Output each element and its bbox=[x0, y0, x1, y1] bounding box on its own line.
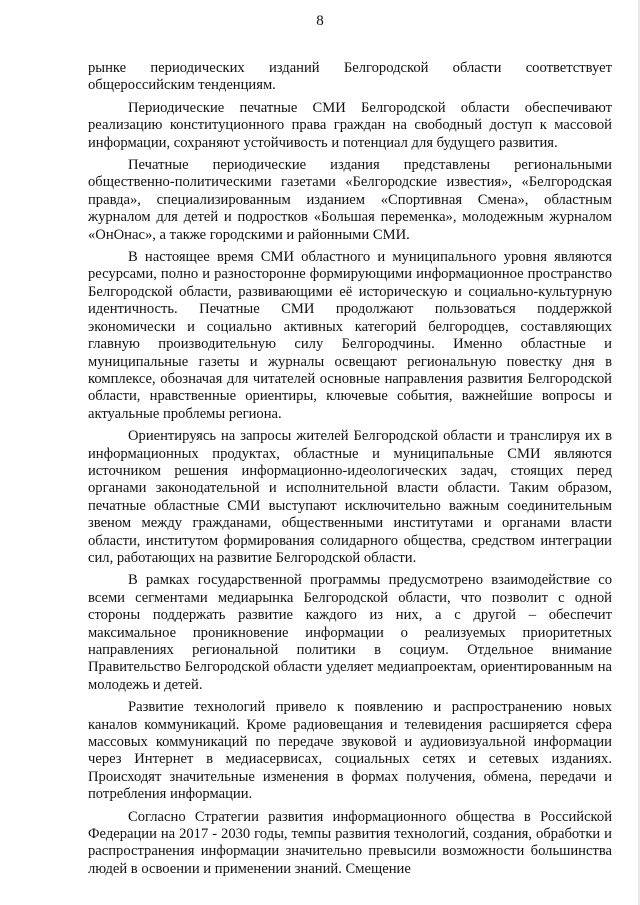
paragraph-2: Периодические печатные СМИ Белгородской области обеспечивают реализацию конституционного права граждан на свободный доступ к массовой информации, сохраняют устойчивость и потенциал для будущего развития. bbox=[88, 99, 612, 151]
paragraph-8: Согласно Стратегии развития информационного общества в Российской Федерации на 2017 - 2030 годы, темпы развития технологий, создания, обработки и распространения информации значительно превысили возможности большинства людей в освоении и применении знаний. Смещение bbox=[88, 808, 612, 877]
paragraph-4: В настоящее время СМИ областного и муниципального уровня являются ресурсами, полно и разносторонне формирующими информационное пространство Белгородской области, развивающими её историческую и социально-культурную идентичность. Печатные СМИ продолжают пользоваться поддержкой экономически и социально активных категорий белгородцев, составляющих главную производительную силу Белгородчины. Именно областные и муниципальные газеты и журналы освещают региональную повестку дня в комплексе, обозначая для читателей основные направления развития Белгородской области, нравственные ориентиры, ключевые события, важнейшие вопросы и актуальные проблемы региона. bbox=[88, 249, 612, 422]
paragraph-1: рынке периодических изданий Белгородской области соответствует общероссийским тенденциям. bbox=[88, 60, 612, 94]
paragraph-5: Ориентируясь на запросы жителей Белгородской области и транслируя их в информационных продуктах, областные и муниципальные СМИ являются источником решения информационно-идеологических задач, стоящих перед органами законодательной и исполнительной власти области. Таким образом, печатные областные СМИ выступают исключительно важным соединительным звеном между гражданами, общественными институтами и органами власти области, институтом формирования солидарного общества, средством интеграции сил, работающих на развитие Белгородской области. bbox=[88, 428, 612, 566]
paragraph-3: Печатные периодические издания представлены региональными общественно-политическими газетами «Белгородские известия», «Белгородская правда», специализированным изданием «Спортивная Смена», областным журналом для детей и подростков «Большая переменка», молодежным журналом «ОнОнас», а также городскими и районными СМИ. bbox=[88, 157, 612, 243]
page-number: 8 bbox=[316, 13, 324, 29]
document-body bbox=[88, 60, 612, 883]
paragraph-7: Развитие технологий привело к появлению и распространению новых каналов коммуникаций. Кроме радиовещания и телевидения расширяется сфера массовых коммуникаций по передаче звуковой и аудиовизуальной информации через Интернет в медиасервисах, социальных сетях и сетевых изданиях. Происходят значительные изменения в формах получения, обмена, передачи и потребления информации. bbox=[88, 699, 612, 803]
paragraph-6: В рамках государственной программы предусмотрено взаимодействие со всеми сегментами медиарынка Белгородской области, что позволит с одной стороны поддержать развитие каждого из них, а с другой – обеспечит максимальное проникновение информации о реализуемых приоритетных направлениях региональной политики в социум. Отдельное внимание Правительство Белгородской области уделяет медиапроектам, ориентированным на молодежь и детей. bbox=[88, 572, 612, 693]
